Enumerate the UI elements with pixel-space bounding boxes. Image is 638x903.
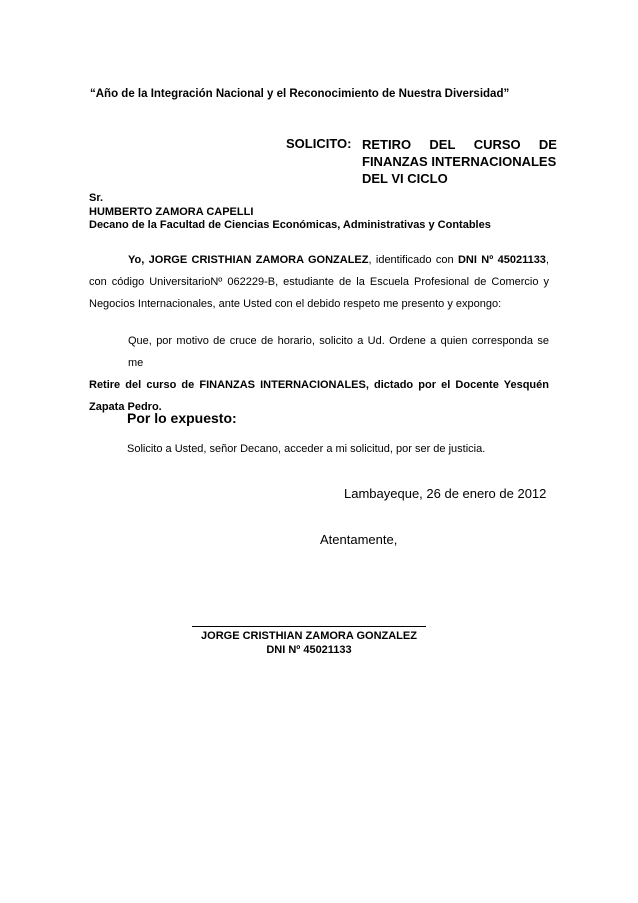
subject-line-1 — [362, 136, 557, 153]
motto-line: “Año de la Integración Nacional y el Reconocimiento de Nuestra Diversidad” — [90, 88, 510, 100]
signature-block — [192, 630, 426, 657]
intro-line-3: Negocios Internacionales, ante Usted con el debido respeto me presento y expongo: — [89, 298, 502, 310]
intro-line-1 — [89, 249, 549, 271]
addressee-position: Decano de la Facultad de Ciencias Económicas, Administrativas y Contables — [89, 219, 491, 231]
regards: Atentamente, — [320, 532, 398, 547]
subject-word: CURSO — [473, 137, 521, 152]
subject-line-3: DEL VI CICLO — [362, 171, 448, 186]
intro-paragraph — [89, 249, 549, 315]
request-line-2: Retire del curso de FINANZAS INTERNACIONALES, dictado por el Docente Yesquén — [89, 379, 549, 391]
intro-end: , — [545, 254, 549, 266]
intro-pronoun: Yo, — [128, 254, 145, 266]
signature-name: JORGE CRISTHIAN ZAMORA GONZALEZ — [201, 630, 417, 642]
subject-label: SOLICITO: — [286, 136, 352, 151]
closing-request: Solicito a Usted, señor Decano, acceder a mi solicitud, por ser de justicia. — [127, 443, 486, 455]
closing-heading: Por lo expuesto: — [127, 410, 237, 426]
signature-dni: DNI Nº 45021133 — [266, 643, 352, 656]
signature-line — [192, 626, 426, 627]
place-date: Lambayeque, 26 de enero de 2012 — [344, 486, 547, 501]
subject-text — [362, 136, 557, 187]
addressee-name: HUMBERTO ZAMORA CAPELLI — [89, 205, 254, 218]
subject-word: DE — [538, 137, 557, 152]
addressee-salutation: Sr. — [89, 192, 104, 204]
intro-line-2: con código UniversitarioNº 062229-B, estudiante de la Escuela Profesional de Comercio y — [89, 276, 549, 288]
request-paragraph — [89, 330, 549, 418]
intro-name: JORGE CRISTHIAN ZAMORA GONZALEZ — [148, 254, 369, 266]
intro-dni: DNI Nº 45021133 — [457, 254, 546, 266]
subject-line-2: FINANZAS INTERNACIONALES — [362, 154, 557, 169]
addressee-block — [89, 192, 491, 233]
request-line-1: Que, por motivo de cruce de horario, solicito a Ud. Ordene a quien corresponda se me — [128, 335, 549, 369]
subject-word: RETIRO — [362, 137, 412, 152]
subject-word: DEL — [429, 137, 456, 152]
request-line-3: Zapata Pedro. — [89, 401, 162, 413]
intro-identified: , identificado con — [368, 254, 454, 266]
